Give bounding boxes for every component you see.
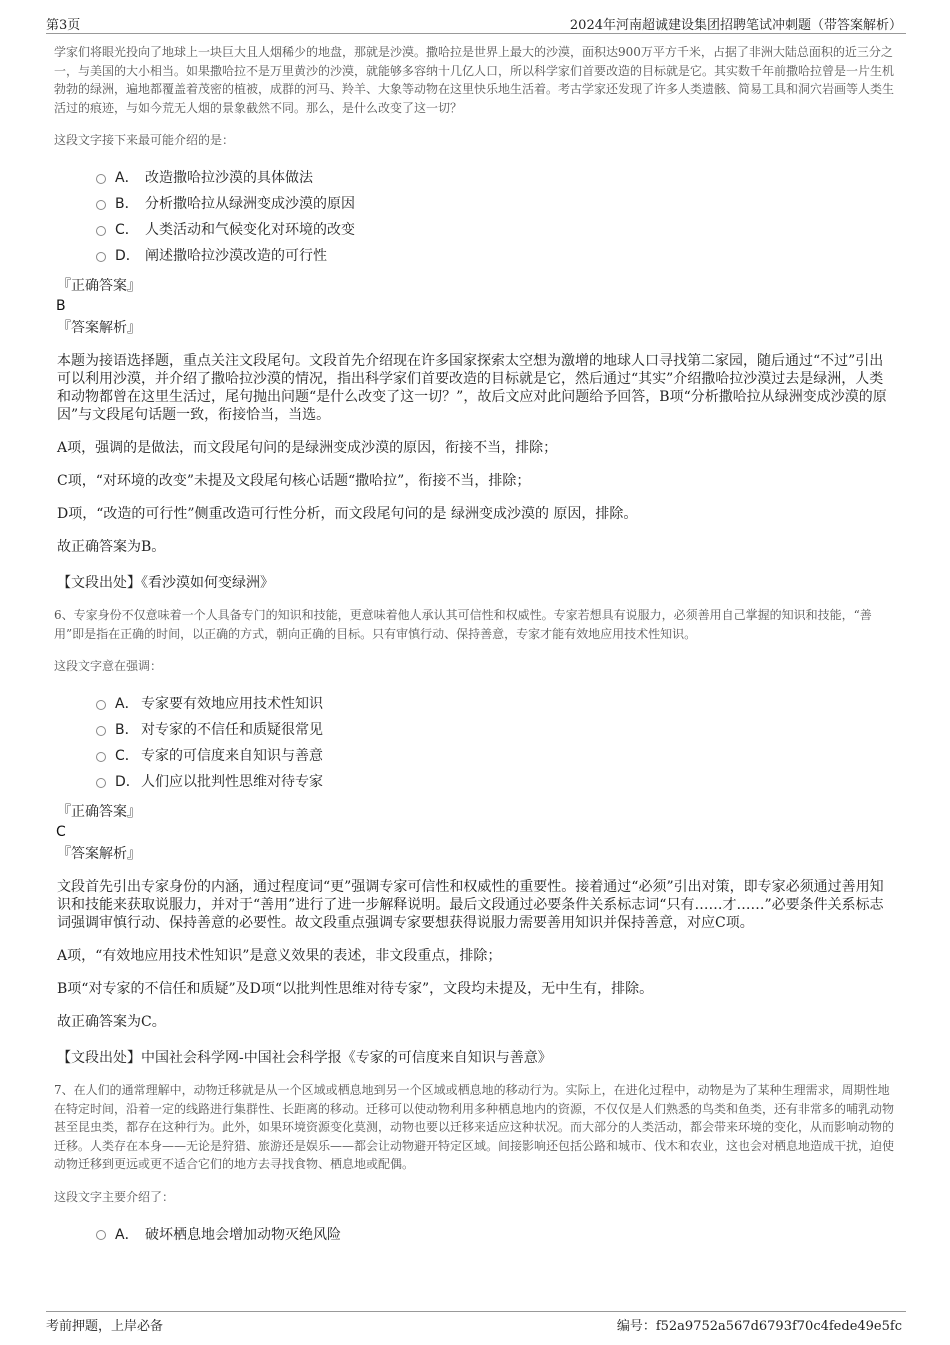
- radio-icon[interactable]: [96, 778, 106, 788]
- q5-analysis-label: 『答案解析』: [57, 320, 141, 336]
- radio-icon[interactable]: [96, 200, 106, 210]
- q7-stem: 7、在人们的通常理解中，动物迁移就是从一个区域或栖息地到另一个区域或栖息地的移动行为。实际上，在进化过程中，动物是为了某种生理需求，周期性地在特定时间，沿着一定的线路进行集群性、长距离的移动。迁移可以使动物利用多种栖息地内的资源，不仅仅是人们熟悉的鸟类和鱼类，还有非常多的哺乳动物甚至昆虫类，都存在这种行为。此外，如果环境资源变化莫测，动物也要以迁移来适应这种状况。而大部分的人类活动，都会带来环境的变化，从而影响动物的迁移。人类存在本身——无论是狩猎、旅游还是娱乐——都会让动物避开特定区域。间接影响还包括公路和城市、伐木和农业，这也会对栖息地造成干扰，迫使动物迁移到更远或更不适合它们的地方去寻找食物、栖息地或配偶。: [54, 1083, 895, 1171]
- option-letter: A．: [115, 170, 139, 186]
- q5-analysis-conclusion: 故正确答案为B。: [57, 539, 166, 555]
- radio-icon[interactable]: [96, 726, 106, 736]
- q6-analysis-main: 文段首先引出专家身份的内涵，通过程度词“更”强调专家可信性和权威性的重要性。接着通过“必须”引出对策，即专家必须通过善用知识和技能来获取说服力，并对于“善用”进行了进一步解释说明。最后文段通过必要条件关系标志词“只有……才……”必要条件关系标志词强调审慎行动、保持善意的必要性。故文段重点强调专家要想获得说服力需要善用知识并保持善意，对应C项。: [57, 879, 884, 931]
- option-text: 分析撒哈拉从绿洲变成沙漠的原因: [145, 196, 355, 212]
- q5-passage: 学家们将眼光投向了地球上一块巨大且人烟稀少的地盘，那就是沙漠。撒哈拉是世界上最大的沙漠，面积达900万平方千米，占据了非洲大陆总面积的近三分之一，与美国的大小相当。如果撒哈拉不是万里黄沙的沙漠，就能够多容纳十几亿人口，所以科学家们首要改造的目标就是它。其实数千年前撒哈拉曾是一片生机勃勃的绿洲，遍地都覆盖着茂密的植被，成群的河马、羚羊、大象等动物在这里快乐地生活着。考古学家还发现了许多人类遗骸、简易工具和洞穴岩画等人类生活过的痕迹，与如今荒无人烟的景象截然不同。那么，是什么改变了这一切？: [54, 45, 895, 115]
- q5-option-a[interactable]: [96, 164, 896, 190]
- q5-analysis-c: C项，“对环境的改变”未提及文段尾句核心话题“撒哈拉”，衔接不当，排除；: [57, 473, 531, 489]
- option-text: 阐述撒哈拉沙漠改造的可行性: [145, 248, 327, 264]
- option-letter: A．: [115, 1226, 139, 1243]
- page-header: [46, 12, 906, 34]
- option-text: 专家要有效地应用技术性知识: [141, 696, 323, 712]
- q6-analysis-bd: B项“对专家的不信任和质疑”及D项“以批判性思维对待专家”，文段均未提及，无中生有，排除。: [57, 981, 654, 997]
- q6-analysis-a: A项，“有效地应用技术性知识”是意义效果的表述，非文段重点，排除；: [57, 948, 502, 964]
- q5-option-d[interactable]: [96, 242, 896, 268]
- page-footer: [46, 1311, 906, 1334]
- q5-option-b[interactable]: [96, 190, 896, 216]
- q6-option-a[interactable]: [96, 690, 896, 716]
- q6-options: [96, 690, 896, 794]
- option-text: 人类活动和气候变化对环境的改变: [145, 222, 355, 238]
- page-content: [54, 43, 896, 1247]
- page-number: 第3页: [46, 18, 81, 33]
- option-letter: D．: [115, 248, 140, 264]
- option-text: 对专家的不信任和质疑很常见: [141, 722, 323, 738]
- q5-options: [96, 164, 896, 268]
- q5-prompt: 这段文字接下来最可能介绍的是：: [54, 133, 235, 147]
- option-letter: A．: [115, 696, 139, 712]
- q5-source: 【文段出处】《看沙漠如何变绿洲》: [57, 575, 274, 591]
- option-text: 人们应以批判性思维对待专家: [141, 774, 323, 790]
- option-letter: C．: [115, 222, 139, 238]
- radio-icon[interactable]: [96, 1230, 106, 1240]
- q6-answer-label: 『正确答案』: [57, 804, 141, 820]
- q6-option-c[interactable]: [96, 742, 896, 768]
- option-letter: D．: [115, 774, 140, 790]
- q5-analysis-main: 本题为接语选择题，重点关注文段尾句。文段首先介绍现在许多国家探索太空想为激增的地球人口寻找第二家园，随后通过“不过”引出可以利用沙漠，并介绍了撒哈拉沙漠的情况，指出科学家们首要改造的目标就是它，然后通过“其实”介绍撒哈拉沙漠过去是绿洲，人类和动物都曾在这里生活过，尾句抛出问题“是什么改变了这一切？”，故后文应对此问题给予回答，B项“分析撒哈拉从绿洲变成沙漠的原因”与文段尾句话题一致，衔接恰当，当选。: [57, 353, 887, 423]
- q7-options: [96, 1221, 896, 1247]
- q5-option-c[interactable]: [96, 216, 896, 242]
- option-text: 改造撒哈拉沙漠的具体做法: [145, 170, 313, 186]
- q5-answer: B: [56, 298, 66, 314]
- radio-icon[interactable]: [96, 174, 106, 184]
- q5-analysis-d: D项，“改造的可行性”侧重改造可行性分析，而文段尾句问的是 绿洲变成沙漠的 原因，排除。: [57, 506, 638, 522]
- document-title: 2024年河南超诚建设集团招聘笔试冲刺题（带答案解析）: [569, 18, 902, 33]
- radio-icon[interactable]: [96, 700, 106, 710]
- q6-answer: C: [56, 824, 66, 840]
- footer-slogan: 考前押题，上岸必备: [46, 1319, 164, 1334]
- radio-icon[interactable]: [96, 226, 106, 236]
- document-id: 编号：f52a9752a567d6793f70c4fede49e5fc: [616, 1319, 902, 1334]
- radio-icon[interactable]: [96, 252, 106, 262]
- q6-option-d[interactable]: [96, 768, 896, 794]
- radio-icon[interactable]: [96, 752, 106, 762]
- option-letter: B．: [115, 196, 139, 212]
- q6-prompt: 这段文字意在强调：: [54, 659, 163, 673]
- q6-stem: 6、专家身份不仅意味着一个人具备专门的知识和技能，更意味着他人承认其可信性和权威性。专家若想具有说服力，必须善用自己掌握的知识和技能，“善用”即是指在正确的时间，以正确的方式，朝向正确的目标。只有审慎行动、保持善意，专家才能有效地应用技术性知识。: [54, 608, 872, 641]
- q6-source: 【文段出处】中国社会科学网-中国社会科学报《专家的可信度来自知识与善意》: [57, 1050, 552, 1066]
- q6-analysis-conclusion: 故正确答案为C。: [57, 1014, 166, 1030]
- q7-option-a[interactable]: [96, 1221, 896, 1247]
- q7-prompt: 这段文字主要介绍了：: [54, 1189, 175, 1204]
- option-text: 专家的可信度来自知识与善意: [141, 748, 323, 764]
- q6-analysis-label: 『答案解析』: [57, 846, 141, 862]
- option-text: 破坏栖息地会增加动物灭绝风险: [145, 1226, 341, 1243]
- q5-answer-label: 『正确答案』: [57, 278, 141, 294]
- q6-option-b[interactable]: [96, 716, 896, 742]
- option-letter: B．: [115, 722, 139, 738]
- option-letter: C．: [115, 748, 139, 764]
- q5-analysis-a: A项，强调的是做法，而文段尾句问的是绿洲变成沙漠的原因，衔接不当，排除；: [57, 440, 558, 456]
